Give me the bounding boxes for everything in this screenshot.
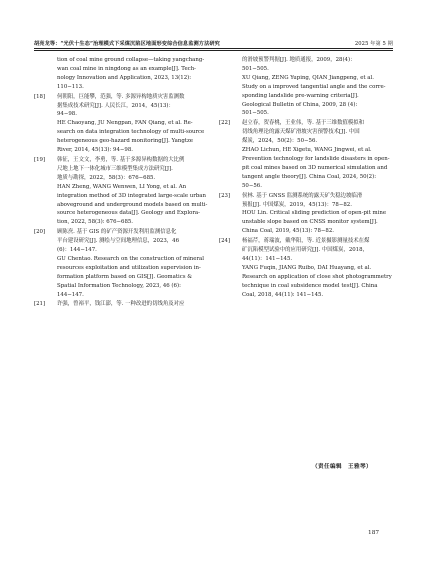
reference-text: Spatial Information Technology, 2023, 46 (6): [57, 282, 181, 289]
reference-text: pit coal mines based on 3D numerical simulation and [242, 164, 388, 171]
header-rule-thick [34, 48, 393, 49]
reference-line [219, 109, 393, 118]
reference-text: source heterogeneous data[J]. Geology and Explora- [57, 210, 200, 217]
reference-text: 平台建设研究[J]. 测绘与空间地理信息，2023，46 [57, 238, 180, 245]
reference-text: Research on application of close shot photogrammetry [242, 273, 392, 280]
reference-text: Prevention technology for landslide disasters in open- [242, 155, 390, 162]
reference-text: 144−147. [57, 291, 84, 298]
reference-text: Study on a improved tangential angle and the corre- [242, 83, 386, 90]
reference-line [34, 300, 208, 309]
reference-line [34, 246, 208, 255]
reference-line [34, 65, 208, 74]
reference-line [34, 56, 208, 65]
reference-text: 许强，曾裕平，钱江澎，等. 一种改进的切线角及对应 [57, 301, 185, 308]
reference-text: 侯林. 基于 GNSS 监测系统的露天矿失稳边坡临滑 [242, 192, 363, 199]
reference-line [219, 128, 393, 137]
reference-line [34, 102, 208, 111]
reference-text: 赵立春，贺春桃，王业伟，等. 基于三维数值模拟和 [242, 120, 365, 127]
reference-line [219, 192, 393, 201]
reference-line [34, 128, 208, 137]
reference-line [34, 264, 208, 273]
reference-line [219, 56, 393, 65]
reference-number: [21] [34, 301, 46, 308]
reference-line [34, 74, 208, 83]
reference-text: 501−505. [242, 65, 269, 72]
reference-line [34, 201, 208, 210]
reference-entry [219, 192, 393, 237]
reference-number: [23] [219, 192, 231, 199]
reference-text: formation platform based on GIS[J]. Geomatics & [57, 273, 193, 280]
running-header [34, 40, 393, 47]
reference-text: China Coal, 2019, 45(13): 78−82. [242, 228, 335, 235]
reference-text: 501−505. [242, 110, 269, 117]
reference-line [34, 228, 208, 237]
reference-text: 据集成技术研究[J]. 人民长江，2014，45(13)： [57, 102, 174, 109]
reference-number: [19] [34, 156, 46, 163]
reference-entry [219, 237, 393, 299]
reference-entry [219, 56, 393, 118]
reference-text: HAN Zheng, WANG Wenwen, LI Yong, et al. An [57, 183, 187, 190]
reference-line [34, 119, 208, 128]
page-number: 187 [368, 530, 380, 536]
reference-number: [24] [219, 238, 231, 245]
reference-line [219, 209, 393, 218]
reference-text: XU Qiang, ZENG Yuping, QIAN Jiangpeng, et al. [242, 74, 374, 81]
responsible-editor: （责任编辑 王雅琴） [312, 464, 372, 470]
reference-text: 110−113. [57, 83, 84, 90]
reference-line [34, 146, 208, 155]
reference-text: tion of coal mine ground collapse—taking yangchang- [57, 57, 205, 63]
reference-text: technique in coal subsidence model test[J]. China [242, 282, 378, 289]
reference-text: 50−56. [242, 182, 262, 189]
reference-text: 尺地上地下一体化城市三维模型集成方法研究[J]. [57, 165, 173, 172]
reference-text: 韩征，王文文，李勇，等. 基于多源异构数据的大比例 [57, 156, 185, 163]
reference-line [219, 282, 393, 291]
reference-line [219, 264, 393, 273]
reference-text: Geological Bulletin of China, 2009, 28 (4): [242, 101, 358, 108]
reference-line [219, 137, 393, 146]
reference-line [219, 146, 393, 155]
reference-text: tion, 2022, 58(3): 676−685. [57, 219, 134, 226]
reference-line [219, 65, 393, 74]
reference-line [219, 155, 393, 164]
reference-line [219, 92, 393, 101]
reference-line [219, 173, 393, 182]
reference-text: 矿沉陷模型试验中的应用研究[J]. 中国煤炭，2018， [242, 247, 368, 254]
reference-text: 杨福芹，蒋瑞波，戴华阳，等. 近景摄影测量技术在煤 [242, 238, 370, 245]
reference-line [34, 282, 208, 291]
reference-line [219, 201, 393, 210]
reference-line [34, 110, 208, 119]
reference-line [219, 119, 393, 128]
reference-text: nology Innovation and Application, 2023, 13(12): [57, 74, 192, 81]
reference-text: 切线角理论的露天煤矿滑坡灾害预警技术[J]. 中国 [242, 129, 360, 136]
running-header-title: 胡亮龙等：“光伏十生态”治理模式下采煤沉陷区地面形变综合信息监测方法研究 [34, 41, 220, 47]
reference-text: 地质与勘探，2022，58(3)：676−685. [57, 174, 156, 181]
reference-text: wan coal mine in ningdong as an example[J]. Tech- [57, 65, 196, 72]
reference-text: YANG Fuqin, JIANG Ruibo, DAI Huayang, et al. [242, 264, 372, 271]
reference-entry [34, 56, 208, 92]
reference-line [219, 101, 393, 110]
reference-text: tangent angle theory[J]. China Coal, 2024, 50(2): [242, 173, 377, 180]
reference-number: [18] [34, 93, 46, 100]
reference-line [219, 291, 393, 300]
reference-line [219, 83, 393, 92]
reference-line [34, 165, 208, 174]
reference-entry [34, 93, 208, 155]
reference-number: [22] [219, 120, 231, 127]
reference-text: HE Chaoyang, JU Nengpan, FAN Qiang, et al. Re- [57, 120, 193, 127]
reference-text: ZHAO Lichun, HE Xigetu, WANG Jingwei, et al. [242, 147, 372, 154]
reference-line [219, 182, 393, 191]
reference-line [34, 83, 208, 92]
reference-text: 何朝阳，巨能攀，范强，等. 多源异构地质灾害监测数 [57, 93, 185, 100]
reference-line [219, 218, 393, 227]
reference-text: resources exploitation and utilization supervision in- [57, 264, 201, 271]
reference-text: 预报[J]. 中国煤炭，2019，45(13)：78−82. [242, 201, 352, 208]
reference-line [34, 183, 208, 192]
reference-line [34, 192, 208, 201]
reference-line [219, 164, 393, 173]
reference-line [34, 218, 208, 227]
reference-text: River, 2014, 45(13): 94−98. [57, 147, 133, 154]
reference-line [34, 137, 208, 146]
reference-text: 94−98. [57, 111, 77, 118]
reference-line [34, 209, 208, 218]
reference-line [34, 156, 208, 165]
reference-line [219, 246, 393, 255]
reference-text: 的滑坡预警判据[J]. 地质通报，2009，28(4)： [242, 57, 356, 63]
reference-line [219, 227, 393, 236]
reference-text: unstable slope based on CNSS monitor system[J]. [242, 219, 378, 226]
reference-line [34, 93, 208, 102]
header-rule-thin [34, 50, 393, 51]
reference-line [34, 237, 208, 246]
reference-text: 顾陈焘. 基于 GIS 的矿产资源开发利用监测信息化 [57, 229, 177, 236]
reference-text: search on data integration technology of multi-source [57, 129, 205, 136]
reference-text: HOU Lin. Critical sliding prediction of open-pit mine [242, 210, 387, 217]
reference-text: heterogeneous geo-hazard monitoring[J]. Yangtze [57, 138, 193, 145]
reference-text: GU Chentao. Research on the construction of mineral [57, 255, 204, 262]
reference-line [219, 237, 393, 246]
reference-line [34, 273, 208, 282]
reference-entry [34, 300, 208, 309]
reference-entry [34, 228, 208, 299]
left-column [34, 56, 208, 310]
reference-text: (6)：144−147. [57, 247, 97, 254]
reference-line [34, 255, 208, 264]
reference-number: [20] [34, 229, 46, 236]
reference-text: sponding landslide pre-warning criteria[J]. [242, 92, 359, 99]
reference-line [34, 174, 208, 183]
reference-line [219, 74, 393, 83]
reference-entry [219, 119, 393, 190]
reference-line [34, 291, 208, 300]
reference-text: 44(11)：141−145. [242, 255, 293, 262]
running-header-issue: 2025 年第 5 期 [354, 41, 393, 47]
reference-line [219, 255, 393, 264]
reference-entry [34, 156, 208, 227]
reference-text: Coal, 2018, 44(11): 141−145. [242, 291, 324, 298]
right-column [219, 56, 393, 300]
reference-text: integration method of 3D integrated large-scale urban [57, 192, 206, 199]
reference-text: aboveground and underground models based on multi- [57, 201, 208, 208]
reference-line [219, 273, 393, 282]
reference-text: 煤炭，2024，50(2)：50−56. [242, 138, 318, 145]
